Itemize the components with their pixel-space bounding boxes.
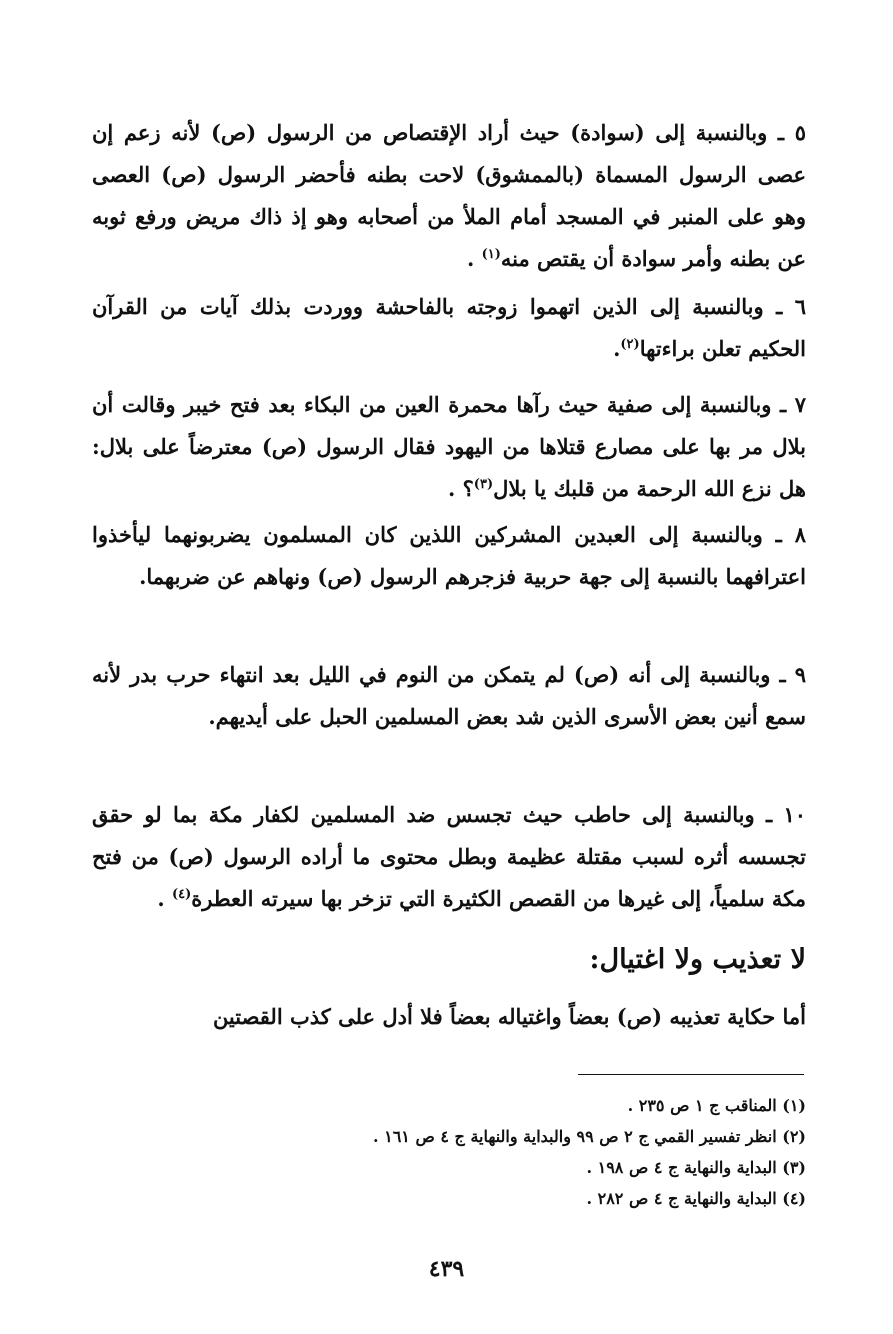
paragraph-9-text: ٩ ـ وبالنسبة إلى أنه (ص) لم يتمكن من النوم في الليل بعد انتهاء حرب بدر لأنه سمع أنين بعض الأسرى الذين شد بعض المسلمين الحبل على أيديهم. bbox=[92, 662, 806, 729]
page-number: ٤٣٩ bbox=[428, 1256, 465, 1282]
footnote-ref-4: (٤) bbox=[171, 887, 192, 902]
paragraph-intro-text: أما حكاية تعذيبه (ص) بعضاً واغتياله بعضاً فلا أدل على كذب القصتين bbox=[212, 1004, 806, 1029]
footnote-2: (٢) انظر تفسير القمي ج ٢ ص ٩٩ والبداية والنهاية ج ٤ ص ١٦١ . bbox=[372, 1127, 806, 1146]
paragraph-7-text: ٧ ـ وبالنسبة إلى صفية حيث رآها محمرة العين من البكاء بعد فتح خيبر وقالت أن بلال مر بها على مصارع قتلاها من اليهود فقال الرسول (ص) معترضاً على بلال: هل نزع الله الرحمة من قلبك يا بلال bbox=[92, 392, 806, 501]
section-heading: لا تعذيب ولا اغتيال: bbox=[589, 944, 806, 975]
paragraph-6-text: ٦ ـ وبالنسبة إلى الذين اتهموا زوجته بالفاحشة ووردت بذلك آيات من القرآن الحكيم تعلن براءتها bbox=[92, 294, 806, 361]
paragraph-6-end: . bbox=[613, 336, 621, 361]
footnote-ref-2: (٢) bbox=[620, 337, 640, 352]
paragraph-9 bbox=[92, 654, 806, 738]
paragraph-5-end: . bbox=[466, 246, 482, 271]
footnote-3: (٣) البداية والنهاية ج ٤ ص ١٩٨ . bbox=[586, 1158, 806, 1177]
footnote-4: (٤) البداية والنهاية ج ٤ ص ٢٨٢ . bbox=[586, 1189, 806, 1208]
paragraph-7 bbox=[92, 384, 806, 510]
paragraph-5-text: ٥ ـ وبالنسبة إلى (سوادة) حيث أراد الإقتصاص من الرسول (ص) لأنه زعم إن عصى الرسول المسماة (بالممشوق) لاحت بطنه فأحضر الرسول (ص) العصى وهو على المنبر في المسجد أمام الملأ من أصحابه وهو إذ ذاك مريض ورفع ثوبه عن بطنه وأمر سوادة أن يقتص منه bbox=[92, 120, 806, 271]
footnote-ref-3: (٣) bbox=[473, 477, 494, 492]
paragraph-6 bbox=[92, 286, 806, 370]
footnote-divider bbox=[578, 1074, 804, 1075]
paragraph-5 bbox=[92, 112, 806, 280]
paragraph-10-end: . bbox=[157, 886, 172, 911]
footnote-1: (١) المناقب ج ١ ص ٢٣٥ . bbox=[627, 1096, 806, 1115]
paragraph-intro bbox=[92, 996, 806, 1038]
paragraph-10 bbox=[92, 794, 806, 920]
paragraph-7-tail: ؟ . bbox=[448, 476, 474, 501]
paragraph-10-text: ١٠ ـ وبالنسبة إلى حاطب حيث تجسس ضد المسلمين لكفار مكة بما لو حقق تجسسه أثره لسبب مقتلة عظيمة وبطل محتوى ما أراده الرسول (ص) من فتح مكة سلمياً، إلى غيرها من القصص الكثيرة التي تزخر بها سيرته العطرة bbox=[92, 802, 806, 911]
footnote-ref-1: (١) bbox=[481, 247, 501, 262]
footnotes bbox=[92, 1090, 806, 1214]
paragraph-8 bbox=[92, 514, 806, 598]
paragraph-8-text: ٨ ـ وبالنسبة إلى العبدين المشركين اللذين كان المسلمون يضربونهما ليأخذوا اعترافهما بالنسبة إلى جهة حربية فزجرهم الرسول (ص) ونهاهم عن ضربهما. bbox=[92, 522, 806, 589]
